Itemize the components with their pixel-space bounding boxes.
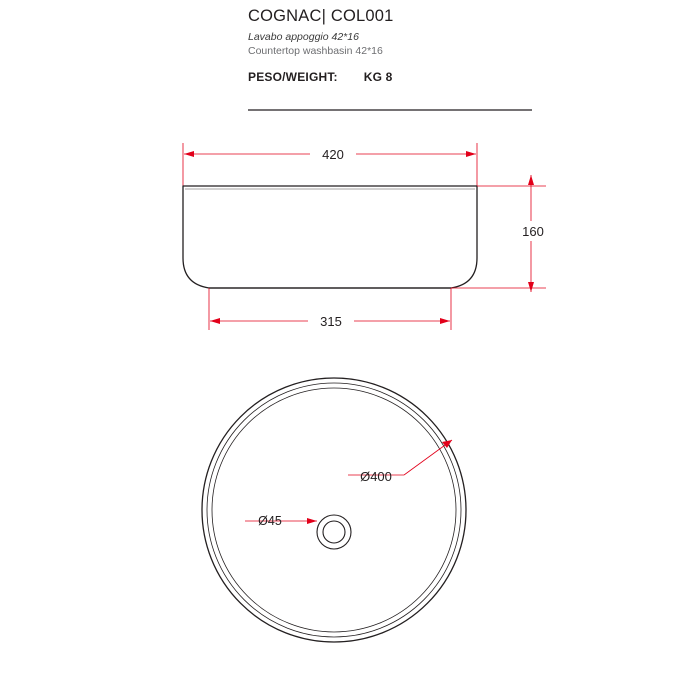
product-subtitle-italian: Lavabo appoggio 42*16	[248, 31, 359, 43]
dim-d45-text: Ø45	[258, 514, 282, 528]
basin-front-outline	[183, 186, 477, 288]
product-subtitle-english: Countertop washbasin 42*16	[248, 45, 383, 57]
top-view-outer-circle	[202, 378, 466, 642]
dim-160-text: 160	[522, 224, 544, 239]
weight-value: KG 8	[363, 70, 393, 84]
page-title: COGNAC| COL001	[248, 7, 394, 25]
dim-d400-text: Ø400	[360, 469, 392, 484]
arrow-315-right	[440, 318, 450, 324]
arrow-420-right	[466, 151, 476, 157]
arrow-420-left	[184, 151, 194, 157]
dim-420-text: 420	[322, 147, 344, 162]
drain-inner-circle	[323, 521, 345, 543]
weight-label: PESO/WEIGHT:	[248, 70, 338, 84]
dim-315-text: 315	[320, 314, 342, 329]
arrow-315-left	[210, 318, 220, 324]
arrow-160-bottom	[528, 282, 534, 292]
arrow-160-top	[528, 175, 534, 185]
